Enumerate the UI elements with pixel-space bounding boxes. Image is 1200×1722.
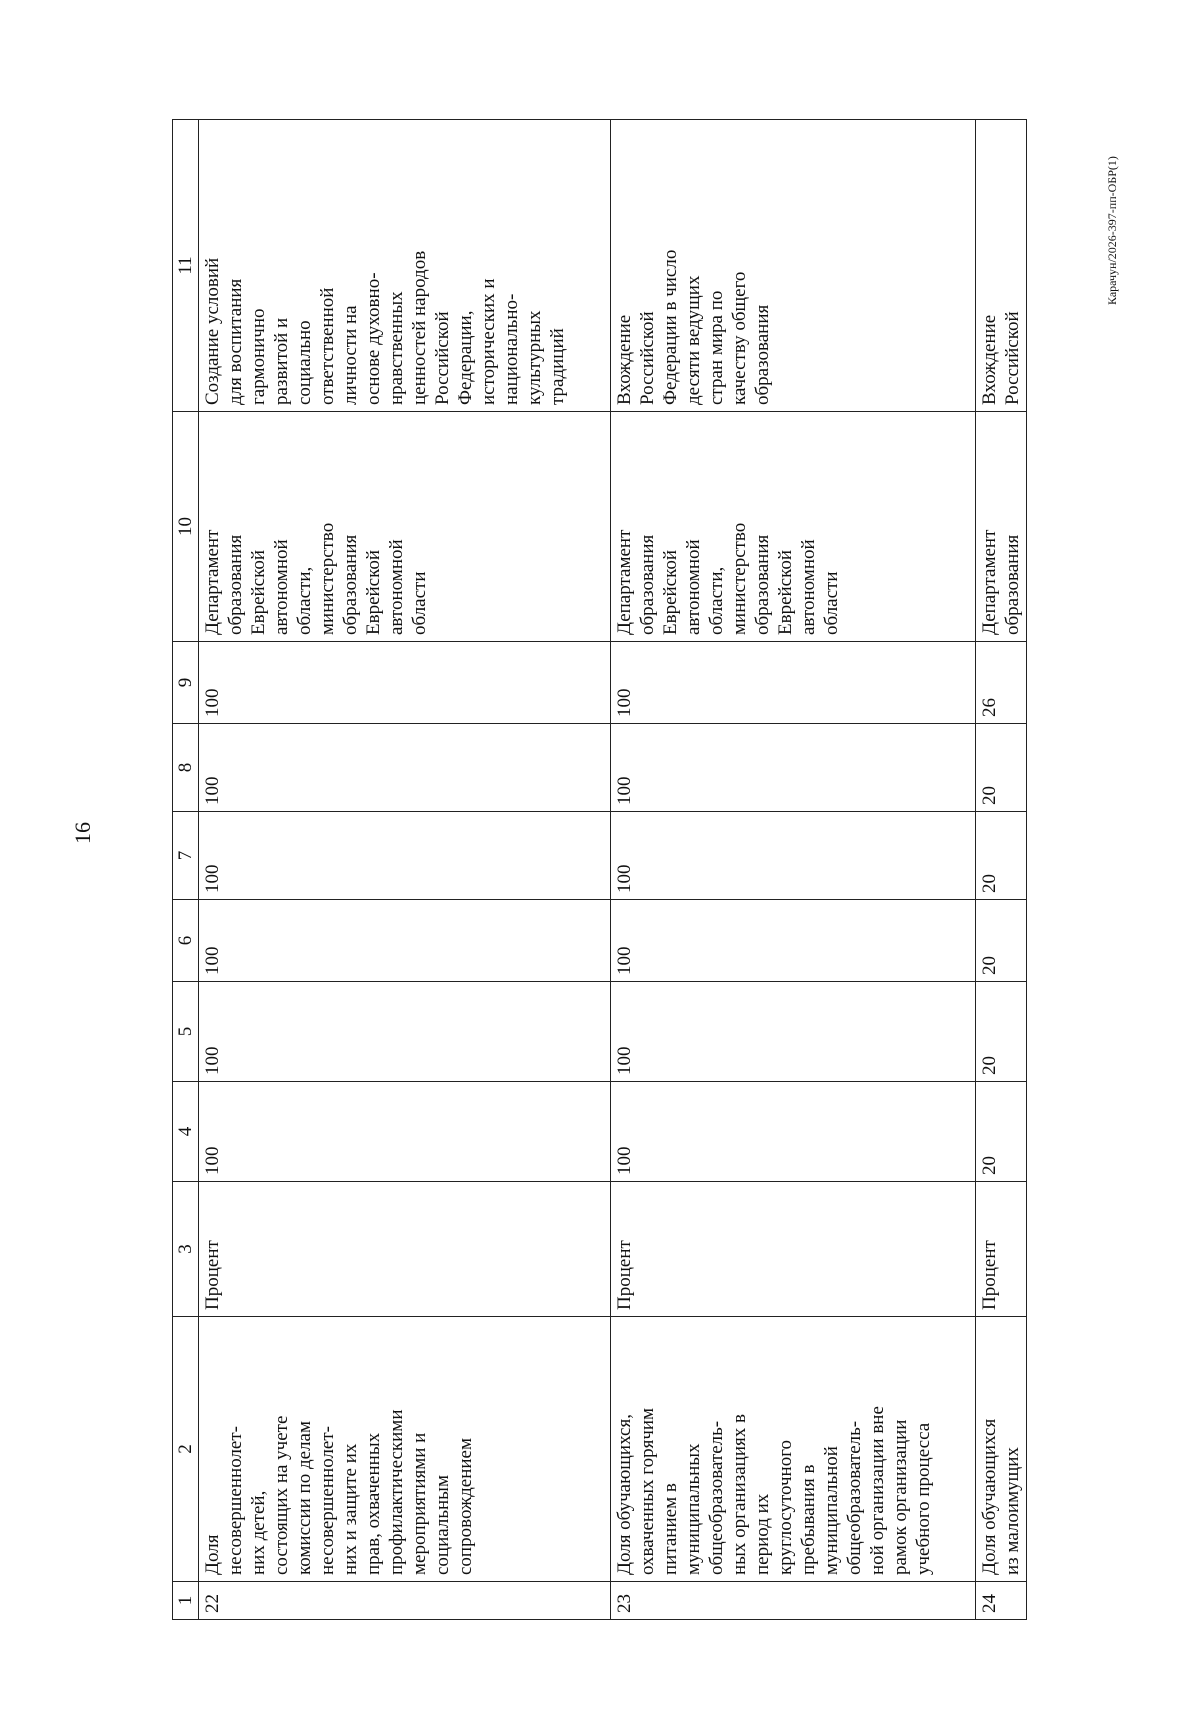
value-cell: 100 <box>199 724 611 812</box>
unit-cell: Процент <box>611 1182 976 1317</box>
indicator-name-text: Доля обучающихся из малоимущих <box>979 1418 1023 1575</box>
value-cell: 100 <box>611 982 976 1082</box>
document-footer: Карачун/2026-397-пп-ОБР(1) <box>1105 156 1119 305</box>
column-header: 5 <box>173 982 199 1082</box>
column-header: 6 <box>173 900 199 982</box>
value-cell: 20 <box>976 724 1027 812</box>
column-header: 8 <box>173 724 199 812</box>
value-cell: 100 <box>199 642 611 724</box>
column-header: 2 <box>173 1317 199 1582</box>
value-cell: 100 <box>199 812 611 900</box>
responsible-text: Департамент образования Еврейской автономной области, министерство образования Еврейской автономной области <box>614 522 842 635</box>
indicators-table <box>172 119 1027 1620</box>
value-cell: 26 <box>976 642 1027 724</box>
table-row <box>199 120 611 1620</box>
indicator-name-text: Доля обучающихся, охваченных горячим питанием в муниципальных общеобразователь- ных организациях в период их круглосуточного пребывания в муниципальной общеобразователь- ной организации вне рамок организации учебного процесса <box>614 1406 934 1575</box>
column-header: 7 <box>173 812 199 900</box>
column-header: 9 <box>173 642 199 724</box>
column-header: 4 <box>173 1082 199 1182</box>
column-header: 10 <box>173 412 199 642</box>
responsible-cell <box>976 412 1027 642</box>
value-cell: 100 <box>199 1082 611 1182</box>
column-header: 1 <box>173 1582 199 1620</box>
goal-cell <box>199 120 611 412</box>
goal-text: Создание условий для воспитания гармонично развитой и социально ответственной личности на основе духовно- нравственных ценностей народов Российской Федерации, исторических и национально- культурных традиций <box>202 250 568 405</box>
goal-cell <box>611 120 976 412</box>
goal-text: Вхождение Российской Федерации в число десяти ведущих стран мира по качеству общего образования <box>614 249 773 405</box>
value-cell: 100 <box>199 982 611 1082</box>
row-number: 22 <box>199 1582 611 1620</box>
column-header: 11 <box>173 120 199 412</box>
rotated-table-container <box>172 120 1047 1620</box>
goal-cell <box>976 120 1027 412</box>
value-cell: 20 <box>976 812 1027 900</box>
value-cell: 100 <box>611 724 976 812</box>
indicator-name <box>199 1317 611 1582</box>
responsible-cell <box>199 412 611 642</box>
page-number: 16 <box>70 822 95 844</box>
value-cell: 20 <box>976 1082 1027 1182</box>
unit-cell: Процент <box>976 1182 1027 1317</box>
value-cell: 100 <box>611 1082 976 1182</box>
indicator-name <box>976 1317 1027 1582</box>
table-header-row <box>173 120 199 1620</box>
responsible-text: Департамент образования <box>979 529 1023 635</box>
indicator-name-text: Доля несовершеннолет- них детей, состоящих на учете комиссии по делам несовершеннолет- них и защите их прав, охваченных профилактическими мероприятиями и социальным сопровождением <box>202 1409 476 1575</box>
row-number: 24 <box>976 1582 1027 1620</box>
responsible-cell <box>611 412 976 642</box>
unit-cell: Процент <box>199 1182 611 1317</box>
indicator-name <box>611 1317 976 1582</box>
row-number: 23 <box>611 1582 976 1620</box>
table-row <box>976 120 1027 1620</box>
value-cell: 20 <box>976 900 1027 982</box>
value-cell: 100 <box>611 900 976 982</box>
responsible-text: Департамент образования Еврейской автономной области, министерство образования Еврейской автономной области <box>202 522 430 635</box>
value-cell: 100 <box>611 812 976 900</box>
value-cell: 100 <box>199 900 611 982</box>
table-row <box>611 120 976 1620</box>
goal-text: Вхождение Российской <box>979 311 1023 405</box>
column-header: 3 <box>173 1182 199 1317</box>
value-cell: 20 <box>976 982 1027 1082</box>
value-cell: 100 <box>611 642 976 724</box>
